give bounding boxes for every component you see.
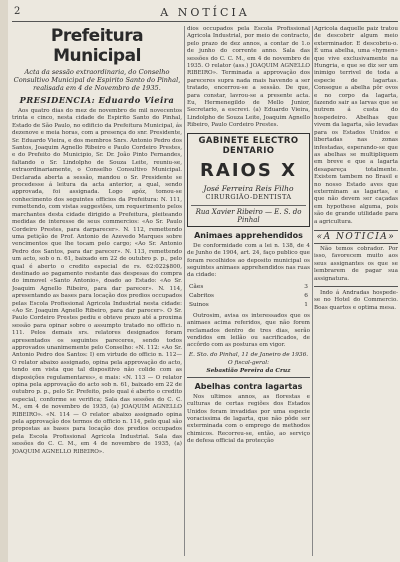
page-gutter: [0, 0, 8, 562]
column-rule: [312, 26, 313, 556]
acta-body: Aos quatro dias do mez de novembro de mil novecentos trinta e cinco, nesta cidade de Espirito Santo do Pinhal, Estado de São Paulo, no edificio da Prefeitura Municipal, ás dezenove e meia horas, com a presença do snr. Presidente, Sr. Eduardo Vieira, e dos membros Snrs. Antonio Pedro dos Santos, Joaquim Agnello Ribeiro e Paulo Cordeiro Prestes, e do Prefeito do Municipio, Sr. Dr. João Pinto Fernandes, faltando o Sr. Lindolpho de Souza Leite, reuniu-se, extraordinariamente, o Conselho Consultivo Municipal. Declarada aberta a sessão, mandou o Sr. Presidente se procedesse á leitura da acta anterior, a qual, sendo approvada, foi assignada. Logo apóz, tomou-se conhecimento dos seguintes officios da Prefeitura: N. 111, remettendo, com vistas suggestões, um requerimento pelos marchantes desta cidade dirigido a Prefeitura, pleiteando medidas de interesse de seus commercios: «Ao Sr. Paulo Cordeiro Prestes, para darparecer». N. 112, remettendo uma petição de Prof. Antonio de Azevedo Marques sobre vencimentos que lhe tocam pelo cargo; «Ao Sr. Antonio Pedro dos Santos, para dar parecer». N. 113, remettendo um acto, sob o n. 61, baixado em 22 de outubro p. p., pelo qual é aberto o credito especial de rs. 62:022$800, destinado ao pagamento restante das despesas do compra do immovel «Santo Antonio», doado ao Estado: «Ao Sr. Joaquim Agnello Ribeiro, para dar parecer». N. 114, apresentando as bases para locação dos predios occupados pelas Escola Profissional Agricola Industrial nesta cidade: «Ao Sr. Joaquim Agnello Ribeiro, para dar parecer». O Sr. Paulo Cordeiro Prestes pediu e obteve prazo até a proxima sessão para opinar sobre o assumpto tratado no officio n. 111. Pelos demais srs. relatores designados foram apresentados os seguintes pareceres, sendo todos approvados unanimemente pelo Conselho: «N. 112: «Ao Sr. Antonio Pedro dos Santos: I) em virtude do officio n. 112—O relator abaixo assignado, opina pela approvação do acto, tendo em vista que tal dispositivo não colide com as disposições regulamentares», e mais: «N. 113 — O relator opina pela approvação do acto sob n. 61, baixado em 22 de outubro p. p., pelo Sr. Prefeito, pelo qual é aberto o credito especial, conforme se verifica; Sala das sessões do C. C. M., em 4 de novembro de 1935, (a) JOAQUIM AGNELLO RIBEIRO». «N. 114 — O relator abaixo assignado opina pela approvação dos termos do officio n. 114, pelo qual são propostas as bases para locação dos predios occupados pela Escola Profissional Agricola Industrial. Sala das sessões do C. C. M., em 4 de novembro de 1935, (a) JOAQUIM AGNELLO RIBEIRO».: [12, 108, 182, 455]
table-row: [189, 302, 308, 309]
table-cell: 3: [304, 283, 308, 290]
divider: [187, 377, 310, 378]
ad-line-raios: RAIOS X: [200, 159, 297, 181]
noticia-notice: Não temos cobrador. Por isso, favorecem muito aos seus assignantes os que se lembrarem de pagar sua assignatura.: [314, 245, 398, 282]
acta-subtitle: Acta da sessão extraordinaria, do Conselho Consultivo Municipal de Espirito Santo do Pinhal, realisada em 4 de Novembro de 1935.: [13, 68, 181, 92]
ad-line-address: Rua Xavier Ribeiro — E. S. do Pinhal: [191, 205, 306, 224]
column-rule: [184, 26, 185, 556]
column-prefeitura: [12, 26, 182, 556]
newspaper-title: A NOTÍCIA: [160, 6, 250, 19]
page-number: 2: [14, 6, 21, 17]
ad-line-profession: CIRURGIÃO-DENTISTA: [205, 192, 292, 201]
abelhas-text: Nos ultimos annos, as florestas e culturas de certas regiões dos Estados Unidos foram invadidas por uma especie voracissima de lagarta, que não pôde ser exterminada com o emprego de methodos chimicos. Recorreu-se, então, ao serviço de defesa official da protecção: [187, 393, 310, 445]
fiscal-name: Sebastião Pereira da Cruz: [206, 367, 291, 374]
dentist-advertisement: [187, 133, 310, 227]
animaes-text: De conformidade com a lei n. 138, de 4 de Junho de 1904, art. 24, faço publico que foram recolhidos ao deposito municipal os seguintes animaes apprehendidos nas ruas da cidade:: [187, 242, 310, 279]
table-row: [189, 284, 308, 291]
fiscal-label: O fiscal-geral:: [227, 359, 270, 366]
page-header: [12, 6, 398, 22]
section-title-abelhas: Abelhas contra lagartas: [194, 381, 303, 391]
table-cell: 6: [304, 292, 308, 299]
hotel-ad: Indo á Andradas hospede-se no Hotel do Commercio. Boas quartos e optima mesa.: [314, 290, 398, 311]
animaes-text-2: Outrosim, avisa os interessados que os animaes acima referidos, que não forem reclamados dentro de tres dias, serão vendidos em leilão ou sacrificados, de accôrdo com as posturas em vigor.: [187, 312, 310, 349]
place-date: E. Sto. do Pinhal, 11 de Janeiro de 1936.: [188, 351, 309, 358]
table-cell: Suinos: [189, 301, 209, 308]
acta-continuation: dios occupados pela Escola Profissional Agricola Industrial, por meio de contracto, pelo prazo de dez annos, a contar de 1.o de junho do corrente anno. Sala das sessões do C. C. M., em 4 de novembro de 1935. O relator (ass.) JOAQUIM AGNELLO RIBEIRO». Terminada a approvação dos pareceres supra nada mais havendo a ser tratado, encerrou-se a sessão. De que, para constar, lavrou-se a presente acta. Eu, Hermenegildo de Mello Junior, Secretario, a escrevi. (a) Eduardo Vieira, Lindolpho de Souza Leite, Joaquim Agnello Ribeiro, Paulo Cordeiro Prestes.: [187, 26, 310, 129]
column-right: [314, 26, 398, 556]
noticia-box-title: «A NOTICIA»: [314, 230, 398, 244]
table-cell: Cães: [189, 283, 204, 290]
animaes-table: [187, 282, 310, 311]
table-row: [189, 293, 308, 300]
presidency-line: PRESIDENCIA: Eduardo Vieira: [19, 95, 175, 105]
headline-prefeitura: Prefeitura Municipal: [50, 26, 144, 66]
ad-line-name: José Ferreira Reis Filho: [203, 183, 294, 193]
section-title-animaes: Animaes apprehendidos: [194, 230, 303, 240]
divider: [314, 286, 398, 287]
abelhas-continuation: Agricola daquelle paiz tratou de descobrir algum meio exterminador. E descobriu-o. É uma abelha, uma «hymen» que vive exclusivamente na Hungria, e que se diz ser um inimigo terrivel de toda a especie de lagartas. Consegue a abelha pôr ovos e no corpo da lagarta, fazendo sair as larvas que se nutrem á custa do hospedeiro. Abelhas que vivem da lagarta, são levadas para os Estados Unidos e libertadas nas zonas infestadas, esperando-se que as abelhas se multipliquem em breve e que a lagarta desapareça totalmente. Existem tambem no Brasil e no nosso Estado aves que exterminam as lagartas, e que não devem ser caçadas em hypothese alguma, pois são de grande utilidade para a agricultura.: [314, 26, 398, 225]
table-cell: 1: [304, 301, 308, 308]
column-middle: [187, 26, 310, 556]
table-cell: Cabritos: [189, 292, 215, 299]
ad-line-gabinete: GABINETE ELECTRO DENTARIO: [198, 135, 299, 156]
